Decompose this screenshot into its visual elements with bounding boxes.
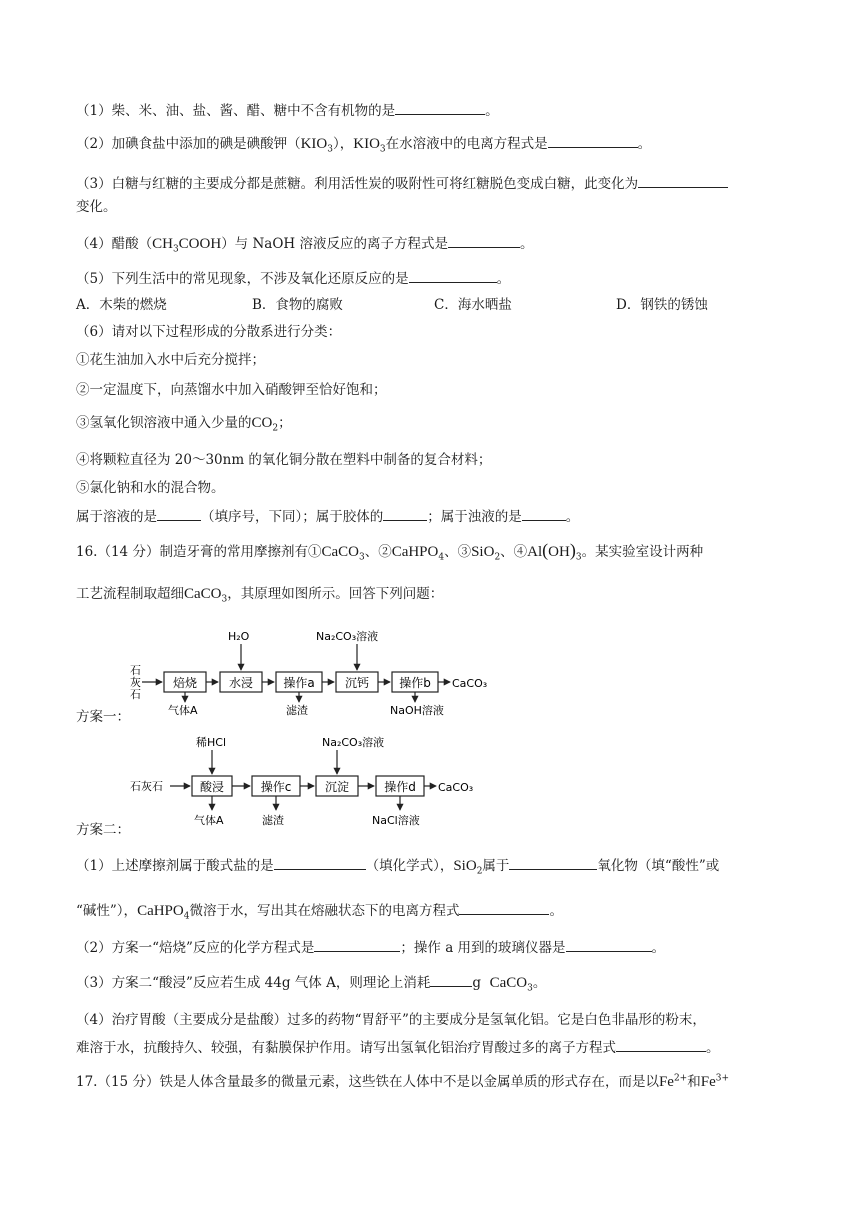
answer-blank[interactable]	[314, 937, 400, 952]
item-3	[76, 413, 292, 433]
formula-caco3: CaCO	[489, 975, 528, 991]
q15-part3	[76, 173, 728, 194]
q16-part1-text: （1）上述摩擦剂属于酸式盐的是	[76, 858, 274, 874]
q15-part1	[76, 100, 499, 121]
answer-blank[interactable]	[616, 1037, 706, 1052]
q15-part3-cont	[76, 197, 117, 217]
q16-part2-text: （2）方案一“焙烧”反应的化学方程式是	[76, 940, 315, 956]
punct: 、	[500, 544, 514, 560]
scheme2-output-nacl: NaCl溶液	[372, 814, 420, 827]
q16-part3	[76, 972, 546, 993]
formula-caco3: CaCO	[184, 586, 222, 602]
marker: ②	[378, 544, 392, 560]
q16-heading-end: 。某实验室设计两种	[581, 544, 704, 560]
q16-part2	[76, 937, 665, 958]
q15-part5-text: （5）下列生活中的常见现象，不涉及氧化还原反应的是	[76, 271, 409, 287]
subscript: 3	[358, 552, 365, 563]
subscript: 3	[172, 244, 179, 255]
answer-blank[interactable]	[638, 173, 728, 188]
punct: 。	[532, 975, 547, 991]
paren: )	[569, 540, 576, 560]
formula-sio2: SiO	[453, 858, 477, 874]
scheme2-start: 石灰石	[130, 780, 163, 793]
item-3-text: ③氢氧化钡溶液中通入少量的	[76, 415, 252, 431]
paren: (	[542, 540, 549, 560]
marker: ③	[457, 544, 472, 560]
answer-blank[interactable]	[274, 855, 366, 870]
formula-al: Al	[527, 544, 543, 560]
option-a[interactable]: A．木柴的燃烧	[76, 297, 167, 313]
q16-part4-text: 难溶于水，抗酸持久、较强，有黏膜保护作用。请写出氢氧化铝治疗胃酸过多的离子方程式	[76, 1040, 616, 1056]
scheme2-input-hcl: 稀HCl	[196, 736, 227, 749]
subscript: 3	[527, 983, 533, 994]
formula-fe: Fe	[700, 1074, 716, 1090]
scheme2-flowchart	[128, 734, 488, 830]
answer-blank[interactable]	[448, 233, 520, 248]
item-5: ⑤氯化钠和水的混合物。	[76, 480, 225, 496]
scheme2-product: CaCO₃	[438, 781, 474, 794]
scheme1-start-char: 石	[130, 688, 141, 701]
formula-co2: CO	[251, 415, 273, 431]
q15-part3-text: （3）白糖与红糖的主要成分都是蔗糖。利用活性炭的吸附性可将红糖脱色变成白糖，此变化为	[76, 176, 639, 192]
punct: 、	[444, 544, 458, 560]
formula-caco3: CaCO	[321, 544, 359, 560]
q16-heading	[76, 540, 703, 562]
classification-line	[76, 506, 579, 527]
option-d[interactable]: D．钢铁的锈蚀	[616, 297, 708, 313]
punct: 。	[496, 271, 511, 287]
q16-part1-text2: （填化学式），	[365, 858, 454, 874]
formula-cahpo4: CaHPO	[391, 544, 439, 560]
subscript: 3	[221, 594, 228, 605]
scheme2-box-precip-label: 沉淀	[324, 780, 350, 794]
subscript: 2	[494, 552, 501, 563]
subscript: 3	[379, 144, 386, 155]
q16-part1b-text: “碱性”），	[76, 903, 138, 919]
subscript: 2	[476, 866, 483, 877]
q15-part4-text2: ）与 NaOH 溶液反应的离子方程式是	[221, 236, 448, 252]
answer-blank[interactable]	[409, 268, 497, 283]
option-c[interactable]: C．海水晒盐	[434, 297, 512, 313]
punct: 、	[364, 544, 379, 560]
scheme1-flowchart	[128, 626, 488, 716]
answer-blank[interactable]	[157, 506, 201, 521]
scheme1-label: 方案一：	[76, 709, 130, 725]
q17-and: 和	[687, 1074, 701, 1090]
q16-part1b-text2: 微溶于水，写出其在熔融状态下的电离方程式	[189, 903, 460, 919]
scheme2-input-na2co3: Na₂CO₃溶液	[322, 736, 385, 749]
q15-part5	[76, 268, 510, 289]
scheme1-output-residue: 滤渣	[286, 704, 308, 716]
item-2: ②一定温度下，向蒸馏水中加入硝酸钾至恰好饱和；	[76, 382, 387, 398]
q16-part4-line1: （4）治疗胃酸（主要成分是盐酸）过多的药物“胃舒平”的主要成分是氢氧化铝。它是白色非晶形的粉末，	[76, 1012, 706, 1028]
punct: ），	[333, 136, 354, 152]
punct: 。	[565, 509, 580, 525]
q16-part3-text: （3）方案二“酸浸”反应若生成 44g 气体 A，则理论上消耗	[76, 975, 431, 991]
q15-part4	[76, 233, 533, 254]
marker: ④	[513, 544, 528, 560]
scheme1-output-naoh: NaOH溶液	[390, 704, 444, 716]
formula-kio3: KIO	[300, 136, 328, 152]
subscript: 3	[327, 144, 333, 155]
punct: 。	[706, 1040, 720, 1056]
cls-text: （填序号，下同）；属于胶体的	[201, 509, 384, 525]
q15-options	[76, 295, 776, 315]
scheme2-box-op-d-label: 操作d	[384, 780, 416, 794]
formula-kio3: KIO	[353, 136, 380, 152]
answer-blank[interactable]	[459, 900, 549, 915]
q16-part2-text2: ；操作 a 用到的玻璃仪器是	[400, 940, 566, 956]
subscript: 2	[272, 423, 279, 434]
q16-line2	[76, 584, 443, 604]
item-4: ④将颗粒直径为 20～30nm 的氧化铜分散在塑料中制备的复合材料；	[76, 452, 492, 468]
answer-blank[interactable]	[383, 506, 427, 521]
punct: ；	[278, 415, 292, 431]
scheme2-label: 方案二：	[76, 822, 130, 838]
scheme1-input-na2co3: Na₂CO₃溶液	[316, 630, 379, 643]
punct: 。	[637, 136, 652, 152]
scheme1-box-roast-label: 焙烧	[172, 676, 198, 690]
formula-sio2: SiO	[471, 544, 495, 560]
answer-blank[interactable]	[430, 972, 472, 987]
q16-line2-text2: ，其原理如图所示。回答下列问题：	[227, 586, 444, 602]
formula-cooh: COOH	[178, 236, 222, 252]
q15-part3-cont-text: 变化。	[76, 199, 117, 215]
cls-text: ；属于浊液的是	[427, 509, 522, 525]
q15-part4-text: （4）醋酸（	[76, 236, 153, 252]
scheme1-box-op-a-label: 操作a	[283, 676, 315, 690]
q16-heading-text: 16.（14 分）制造牙膏的常用摩擦剂有①	[76, 544, 322, 560]
scheme1-box-leach-label: 水浸	[228, 676, 254, 690]
item-1: ①花生油加入水中后充分搅拌；	[76, 352, 265, 368]
punct: 。	[651, 940, 666, 956]
subscript: 4	[183, 911, 190, 922]
scheme2-box-op-c-label: 操作c	[260, 780, 292, 794]
answer-blank[interactable]	[522, 506, 566, 521]
answer-blank[interactable]	[566, 937, 652, 952]
scheme2-output-residue: 滤渣	[262, 814, 284, 827]
scheme1-start-char: 灰	[130, 676, 141, 689]
punct: 。	[519, 236, 534, 252]
q16-part4-line2	[76, 1037, 720, 1058]
answer-blank[interactable]	[509, 855, 597, 870]
q15-part1-text: （1）柴、米、油、盐、酱、醋、糖中不含有机物的是	[76, 103, 396, 119]
q17-heading-text: 17.（15 分）铁是人体含量最多的微量元素，这些铁在人体中不是以金属单质的形式存在，而是以	[76, 1074, 659, 1090]
q16-part1-cont	[76, 900, 563, 921]
answer-blank[interactable]	[395, 100, 485, 115]
q15-part2	[76, 133, 651, 154]
q16-line2-text: 工艺流程制取超细	[76, 586, 184, 602]
scheme1-start-char: 石	[130, 664, 141, 677]
q16-part1-text4: 氧化物（填“酸性”或	[597, 858, 720, 874]
q15-part2-text2: 在水溶液中的电离方程式是	[385, 136, 548, 152]
subscript: 3	[575, 552, 582, 563]
q16-part1	[76, 855, 719, 876]
answer-blank[interactable]	[548, 133, 638, 148]
cls-text: 属于溶液的是	[76, 509, 157, 525]
q16-part1-text3: 属于	[482, 858, 510, 874]
scheme1-box-op-b-label: 操作b	[399, 676, 431, 690]
q15-part2-text: （2）加碘食盐中添加的碘是碘酸钾（	[76, 136, 301, 152]
formula-fe: Fe	[658, 1074, 674, 1090]
scheme1-output-gas: 气体A	[168, 704, 198, 716]
superscript: 2+	[673, 1073, 688, 1084]
unit: g	[472, 975, 481, 991]
scheme1-input-water: H₂O	[228, 630, 250, 643]
scheme1-box-precip-label: 沉钙	[344, 676, 370, 690]
scheme2-output-gas: 气体A	[194, 814, 224, 827]
scheme1-product: CaCO₃	[452, 677, 488, 690]
formula-oh: OH	[548, 544, 570, 560]
q15-part6: （6）请对以下过程形成的分散系进行分类：	[76, 324, 342, 340]
subscript: 4	[438, 552, 445, 563]
punct: 。	[549, 903, 563, 919]
scheme2-box-acid-label: 酸浸	[199, 780, 225, 794]
option-b[interactable]: B．食物的腐败	[252, 297, 343, 313]
formula-cahpo4: CaHPO	[137, 903, 184, 919]
superscript: 3+	[715, 1073, 730, 1084]
punct: 。	[485, 103, 499, 119]
formula-ch3: CH	[152, 236, 173, 252]
q17-heading	[76, 1072, 729, 1092]
